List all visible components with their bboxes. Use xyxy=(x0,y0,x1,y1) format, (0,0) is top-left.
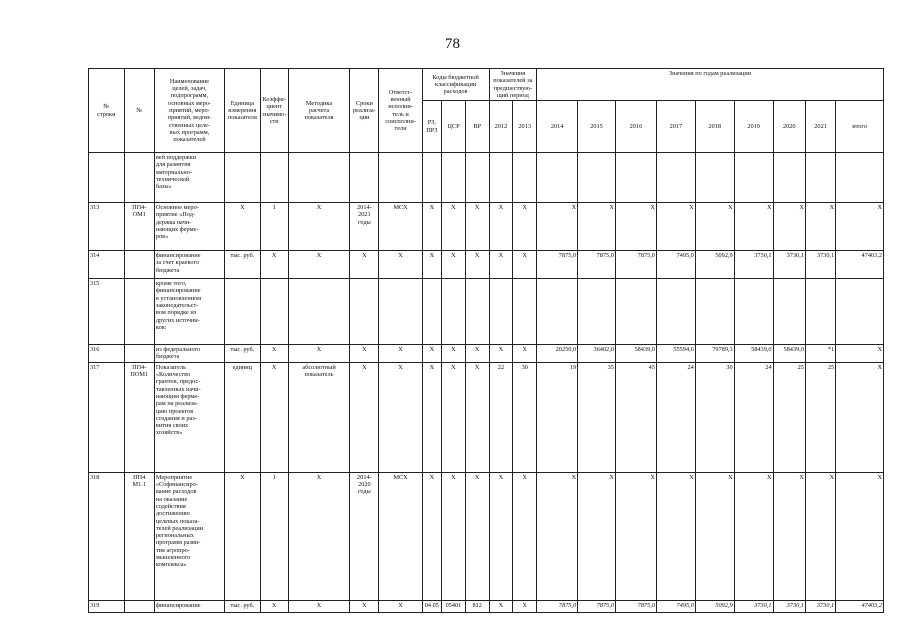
header-row-num: № строки xyxy=(89,69,125,153)
row-name-cell: финансирование xyxy=(154,600,224,612)
row-unit-cell xyxy=(225,279,261,345)
header-year-2021: 2021 xyxy=(805,101,835,153)
row-value-cell: X xyxy=(489,251,513,279)
row-value-cell: 7875,0 xyxy=(615,600,656,612)
row-value-cell: X xyxy=(442,203,466,251)
row-term-cell: X xyxy=(350,251,379,279)
row-value-cell: X xyxy=(465,203,489,251)
header-year-2013: 2013 xyxy=(513,101,537,153)
row-name-cell: из федерального бюджета xyxy=(154,345,224,363)
row-value-cell: X xyxy=(836,472,884,600)
row-value-cell xyxy=(734,279,773,345)
header-coef: Коэффи- циент значимо- сти xyxy=(260,69,288,153)
row-coef-cell: X xyxy=(260,251,288,279)
header-year-2017: 2017 xyxy=(656,101,695,153)
row-value-cell: 3730,1 xyxy=(734,600,773,612)
row-coef-cell: 1 xyxy=(260,472,288,600)
row-number-cell: 317 xyxy=(89,362,125,472)
page-number: 78 xyxy=(445,36,460,52)
header-csr: ЦСР xyxy=(442,101,466,153)
row-value-cell: X xyxy=(836,362,884,472)
row-value-cell: X xyxy=(465,472,489,600)
row-value-cell xyxy=(465,279,489,345)
row-value-cell: 25 xyxy=(805,362,835,472)
row-value-cell: 25 xyxy=(773,362,805,472)
row-code-cell xyxy=(124,600,154,612)
row-value-cell: 30 xyxy=(695,362,734,472)
row-responsible-cell xyxy=(379,279,422,345)
row-value-cell: 7875,0 xyxy=(537,251,578,279)
row-value-cell: 7495,0 xyxy=(656,600,695,612)
row-value-cell: 7875,0 xyxy=(578,251,616,279)
table-row xyxy=(89,203,884,251)
row-value-cell: X xyxy=(615,203,656,251)
row-value-cell: X xyxy=(422,472,441,600)
row-name-cell: кроме того, финансирование в установленном законодательст- вом порядке из других источни- ков: xyxy=(154,279,224,345)
row-method-cell: X xyxy=(288,345,350,363)
row-value-cell: 30 xyxy=(513,362,537,472)
row-code-cell xyxy=(124,279,154,345)
row-value-cell: *1 xyxy=(805,345,835,363)
row-value-cell: X xyxy=(465,345,489,363)
header-num: № xyxy=(124,69,154,153)
header-year-2016: 2016 xyxy=(615,101,656,153)
row-value-cell: X xyxy=(422,362,441,472)
row-term-cell: 2014- 2020 годы xyxy=(350,472,379,600)
header-method: Методика расчета показателя xyxy=(288,69,350,153)
row-value-cell: 45 xyxy=(615,362,656,472)
header-unit: Единица измерения показателя xyxy=(225,69,261,153)
row-method-cell xyxy=(288,279,350,345)
header-name: Наименование целей, задач, подпрограмм, основных меро- приятий, меро- приятий, ведом- ственных целе- вых программ, показателей xyxy=(154,69,224,153)
row-value-cell xyxy=(695,279,734,345)
row-value-cell xyxy=(442,279,466,345)
row-value-cell xyxy=(805,279,835,345)
row-code-cell: ПП4 М1.1 xyxy=(124,472,154,600)
row-term-cell: X xyxy=(350,362,379,472)
row-value-cell: 55594,6 xyxy=(656,345,695,363)
table-row xyxy=(89,362,884,472)
row-method-cell: X xyxy=(288,472,350,600)
row-value-cell: X xyxy=(734,472,773,600)
row-responsible-cell: МСХ xyxy=(379,203,422,251)
row-method-cell: X xyxy=(288,251,350,279)
row-value-cell xyxy=(422,279,441,345)
row-value-cell: 47403,2 xyxy=(836,251,884,279)
row-unit-cell: тыс. руб. xyxy=(225,345,261,363)
table-row xyxy=(89,472,884,600)
row-value-cell: X xyxy=(805,472,835,600)
row-value-cell: X xyxy=(513,472,537,600)
row-code-cell xyxy=(124,251,154,279)
row-value-cell: X xyxy=(422,251,441,279)
row-value-cell xyxy=(513,279,537,345)
row-value-cell: 58439,0 xyxy=(615,345,656,363)
row-value-cell: 35 xyxy=(578,362,616,472)
header-vr: ВР xyxy=(465,101,489,153)
row-code-cell: ПП4- ПОМ1 xyxy=(124,362,154,472)
row-value-cell: X xyxy=(805,203,835,251)
row-unit-cell: тыс. руб. xyxy=(225,600,261,612)
row-responsible-cell: X xyxy=(379,251,422,279)
row-value-cell: 7875,0 xyxy=(537,600,578,612)
row-name-cell: финансирование за счет краевого бюджета xyxy=(154,251,224,279)
row-value-cell: X xyxy=(537,472,578,600)
row-value-cell: 7495,0 xyxy=(656,251,695,279)
row-value-cell: 3730,1 xyxy=(805,600,835,612)
table-row xyxy=(89,279,884,345)
row-value-cell xyxy=(578,279,616,345)
row-coef-cell: X xyxy=(260,600,288,612)
row-value-cell: 3730,1 xyxy=(773,600,805,612)
row-term-cell: X xyxy=(350,345,379,363)
header-year-2019: 2019 xyxy=(734,101,773,153)
row-responsible-cell: X xyxy=(379,600,422,612)
header-prev-values: Значения показателей за предшествую- щий период xyxy=(489,69,537,101)
row-coef-cell: X xyxy=(260,345,288,363)
row-value-cell: 5092,9 xyxy=(695,251,734,279)
row-code-cell: ПП4- ОМ1 xyxy=(124,203,154,251)
row-value-cell: 3730,1 xyxy=(734,251,773,279)
row-value-cell: 19 xyxy=(537,362,578,472)
table-row xyxy=(89,345,884,363)
table-row-continuation xyxy=(89,153,884,203)
header-year-2014: 2014 xyxy=(537,101,578,153)
row-value-cell: X xyxy=(773,472,805,600)
row-value-cell: 79789,3 xyxy=(695,345,734,363)
row-value-cell: X xyxy=(442,345,466,363)
indicators-table xyxy=(88,68,884,613)
row-term-cell: X xyxy=(350,600,379,612)
row-value-cell: 3730,1 xyxy=(805,251,835,279)
header-year-2015: 2015 xyxy=(578,101,616,153)
row-value-cell: X xyxy=(513,251,537,279)
row-coef-cell: X xyxy=(260,362,288,472)
row-value-cell: X xyxy=(734,203,773,251)
row-value-cell: 22 xyxy=(489,362,513,472)
row-code-cell xyxy=(124,345,154,363)
row-responsible-cell: МСХ xyxy=(379,472,422,600)
row-value-cell: 36402,0 xyxy=(578,345,616,363)
row-value-cell: X xyxy=(513,345,537,363)
row-value-cell: X xyxy=(656,472,695,600)
row-responsible-cell: X xyxy=(379,345,422,363)
row-responsible-cell: X xyxy=(379,362,422,472)
row-value-cell: X xyxy=(513,600,537,612)
row-value-cell: 7875,0 xyxy=(578,600,616,612)
row-name-cell: Мероприятие «Софинансиро- вание расходов на оказание содействия достижению целевых показа- телей реализации региональных программ разви- тия агропро- мышленного комплекса» xyxy=(154,472,224,600)
row-value-cell: X xyxy=(836,203,884,251)
row-coef-cell xyxy=(260,279,288,345)
table-row xyxy=(89,251,884,279)
row-number-cell: 314 xyxy=(89,251,125,279)
row-value-cell: 47403,2 xyxy=(836,600,884,612)
row-unit-cell: тыс. руб. xyxy=(225,251,261,279)
row-value-cell xyxy=(489,279,513,345)
header-responsible: Ответст- венный исполни- тель и соисполни- тели xyxy=(379,69,422,153)
row-value-cell: X xyxy=(513,203,537,251)
row-unit-cell: X xyxy=(225,203,261,251)
row-number-cell: 316 xyxy=(89,345,125,363)
row-value-cell: X xyxy=(489,472,513,600)
row-value-cell: X xyxy=(465,362,489,472)
row-name-cell: Показатель «Количество грантов, предос- тавленных начи- нающим ферме- рам на реализа- цию проектов создания и раз- вития своих хозяйств» xyxy=(154,362,224,472)
row-unit-cell: единиц xyxy=(225,362,261,472)
header-term: Сроки реализа- ции xyxy=(350,69,379,153)
row-value-cell: X xyxy=(578,472,616,600)
row-unit-cell: X xyxy=(225,472,261,600)
row-term-cell xyxy=(350,279,379,345)
row-term-cell: 2014- 2021 годы xyxy=(350,203,379,251)
row-value-cell: 24 xyxy=(656,362,695,472)
row-value-cell: 5092,9 xyxy=(695,600,734,612)
row-value-cell: X xyxy=(422,345,441,363)
row-value-cell: X xyxy=(465,251,489,279)
row-value-cell: X xyxy=(578,203,616,251)
header-year-values: Значения по годам реализации xyxy=(537,69,884,101)
row-value-cell: X xyxy=(537,203,578,251)
row-value-cell: X xyxy=(773,203,805,251)
row-method-cell: X xyxy=(288,600,350,612)
row-value-cell: 7875,0 xyxy=(615,251,656,279)
row-value-cell: X xyxy=(489,203,513,251)
row-coef-cell: 1 xyxy=(260,203,288,251)
row-value-cell: X xyxy=(615,472,656,600)
row-value-cell xyxy=(773,279,805,345)
row-value-cell: 58439,0 xyxy=(734,345,773,363)
row-number-cell: 318 xyxy=(89,472,125,600)
row-value-cell: X xyxy=(695,472,734,600)
row-number-cell: 313 xyxy=(89,203,125,251)
row-method-cell: абсолютный показатель xyxy=(288,362,350,472)
row-value-cell: 24 xyxy=(734,362,773,472)
row-number-cell: 319 xyxy=(89,600,125,612)
row-name-cell: Основное меро- приятие «Под- держка начи- нающих ферме- ров» xyxy=(154,203,224,251)
row-value-cell: X xyxy=(656,203,695,251)
row-value-cell xyxy=(656,279,695,345)
row-value-cell: 58439,0 xyxy=(773,345,805,363)
row-value-cell: X xyxy=(422,203,441,251)
row-method-cell: X xyxy=(288,203,350,251)
header-budget-codes: Коды бюджетной классификации расходов xyxy=(422,69,489,101)
continuation-text: вей поддержки для развития материально- технической базы» xyxy=(154,153,224,203)
row-value-cell: 3730,1 xyxy=(773,251,805,279)
header-total: итого xyxy=(836,101,884,153)
row-value-cell: X xyxy=(695,203,734,251)
header-year-2020: 2020 xyxy=(773,101,805,153)
row-value-cell: X xyxy=(442,251,466,279)
header-year-2018: 2018 xyxy=(695,101,734,153)
row-value-cell: 20250,0 xyxy=(537,345,578,363)
row-value-cell xyxy=(537,279,578,345)
row-value-cell: 05401 xyxy=(442,600,466,612)
header-year-2012: 2012 xyxy=(489,101,513,153)
row-value-cell: X xyxy=(489,345,513,363)
table-row xyxy=(89,600,884,612)
header-rz: РЗ, ПРЗ xyxy=(422,101,441,153)
row-value-cell: X xyxy=(442,362,466,472)
row-value-cell xyxy=(615,279,656,345)
row-value-cell: 04 05 xyxy=(422,600,441,612)
row-value-cell: X xyxy=(836,345,884,363)
row-value-cell xyxy=(836,279,884,345)
row-number-cell: 315 xyxy=(89,279,125,345)
row-value-cell: 812 xyxy=(465,600,489,612)
row-value-cell: X xyxy=(489,600,513,612)
row-value-cell: X xyxy=(442,472,466,600)
